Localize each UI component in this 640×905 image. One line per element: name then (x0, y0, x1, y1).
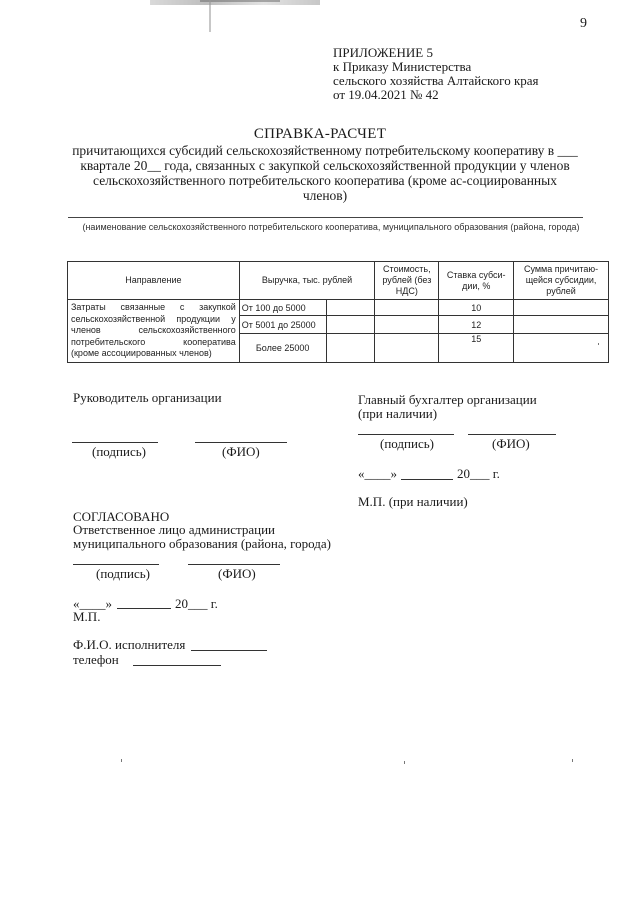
empty-cell (375, 300, 439, 316)
appendix-line: сельского хозяйства Алтайского края (333, 73, 539, 88)
fio-caption: (ФИО) (218, 566, 256, 581)
revenue-cell: Более 25000 (239, 333, 326, 362)
org-name-line (68, 217, 583, 218)
fio-line (468, 434, 556, 435)
rate-cell: 12 (439, 316, 514, 333)
revenue-cell: От 100 до 5000 (239, 300, 326, 316)
document-title: СПРАВКА-РАСЧЕТ (253, 126, 387, 142)
scan-speck (404, 761, 405, 764)
empty-cell (514, 300, 609, 316)
approval-line: муниципального образования (района, города) (73, 536, 331, 551)
approval-line: Ответственное лицо администрации (73, 522, 276, 537)
empty-cell (514, 316, 609, 333)
signature-line (72, 442, 158, 443)
header-rate: Ставка субси-дии, % (439, 262, 514, 300)
chief-accountant-note: (при наличии) (358, 406, 438, 421)
executor-fio-line (191, 650, 267, 651)
subsidy-table (67, 261, 609, 363)
stamp-label: М.П. (при наличии) (358, 494, 468, 509)
empty-cell (326, 316, 375, 333)
direction-cell (68, 300, 240, 363)
direction-text: Затраты связанные с закупкой сельскохозяйственной продукции у членов сельскохозяйственного потребительского кооператива (71, 302, 236, 347)
signature-line (358, 434, 454, 435)
appendix-line: к Приказу Министерства (333, 59, 472, 74)
scan-speck (598, 343, 599, 345)
fio-line (195, 442, 287, 443)
header-revenue: Выручка, тыс. рублей (239, 262, 375, 300)
empty-cell (326, 333, 375, 362)
date-year: 20___ г. (457, 466, 500, 481)
scan-speck (121, 759, 122, 762)
header-subsidy-sum: Сумма причитаю-щейся субсидии, рублей (514, 262, 609, 300)
scan-artifact (200, 0, 280, 2)
chief-accountant-label: Главный бухгалтер организации (358, 392, 537, 407)
appendix-line: ПРИЛОЖЕНИЕ 5 (333, 45, 433, 60)
empty-cell (326, 300, 375, 316)
signature-caption: (подпись) (96, 566, 150, 581)
executor-fio-label: Ф.И.О. исполнителя (73, 637, 186, 652)
page-number: 9 (580, 16, 587, 31)
scan-speck (572, 759, 573, 762)
executor-phone-line (133, 665, 221, 666)
revenue-cell: От 5001 до 25000 (239, 316, 326, 333)
table-row (68, 300, 609, 316)
rate-cell: 10 (439, 300, 514, 316)
empty-cell (514, 333, 609, 362)
rate-cell: 15 (439, 333, 514, 362)
header-direction: Направление (68, 262, 240, 300)
table-header-row (68, 262, 609, 300)
fio-line (188, 564, 280, 565)
date-month-line (117, 608, 171, 609)
header-cost: Стоимость, рублей (без НДС) (375, 262, 439, 300)
fio-caption: (ФИО) (222, 444, 260, 459)
signature-caption: (подпись) (380, 436, 434, 451)
appendix-line: от 19.04.2021 № 42 (333, 87, 439, 102)
agreed-label: СОГЛАСОВАНО (73, 509, 170, 524)
empty-cell (375, 333, 439, 362)
date-month-line (401, 479, 453, 480)
document-subtitle: причитающихся субсидий сельскохозяйственному потребительскому кооперативу в ___ квартале 20__ года, связанных с закупкой сельскохозяйственной продукции у членов сельскохозяйственного потребительского кооператива (кроме ас-социированных членов) (72, 143, 578, 203)
executor-phone-label: телефон (73, 652, 119, 667)
head-label: Руководитель организации (73, 390, 222, 405)
date-year: 20___ г. (175, 596, 218, 611)
signature-line (73, 564, 159, 565)
stamp-label: М.П. (73, 609, 101, 624)
fio-caption: (ФИО) (492, 436, 530, 451)
signature-caption: (подпись) (92, 444, 146, 459)
empty-cell (375, 316, 439, 333)
date-day: «____» (358, 466, 397, 481)
direction-text-last: (кроме ассоциированных членов) (71, 348, 212, 358)
scan-artifact (209, 0, 211, 32)
org-name-caption: (наименование сельскохозяйственного потребительского кооператива, муниципального образования (района, города) (82, 222, 580, 232)
date-day: «____» (73, 596, 112, 611)
appendix-header (333, 46, 539, 102)
